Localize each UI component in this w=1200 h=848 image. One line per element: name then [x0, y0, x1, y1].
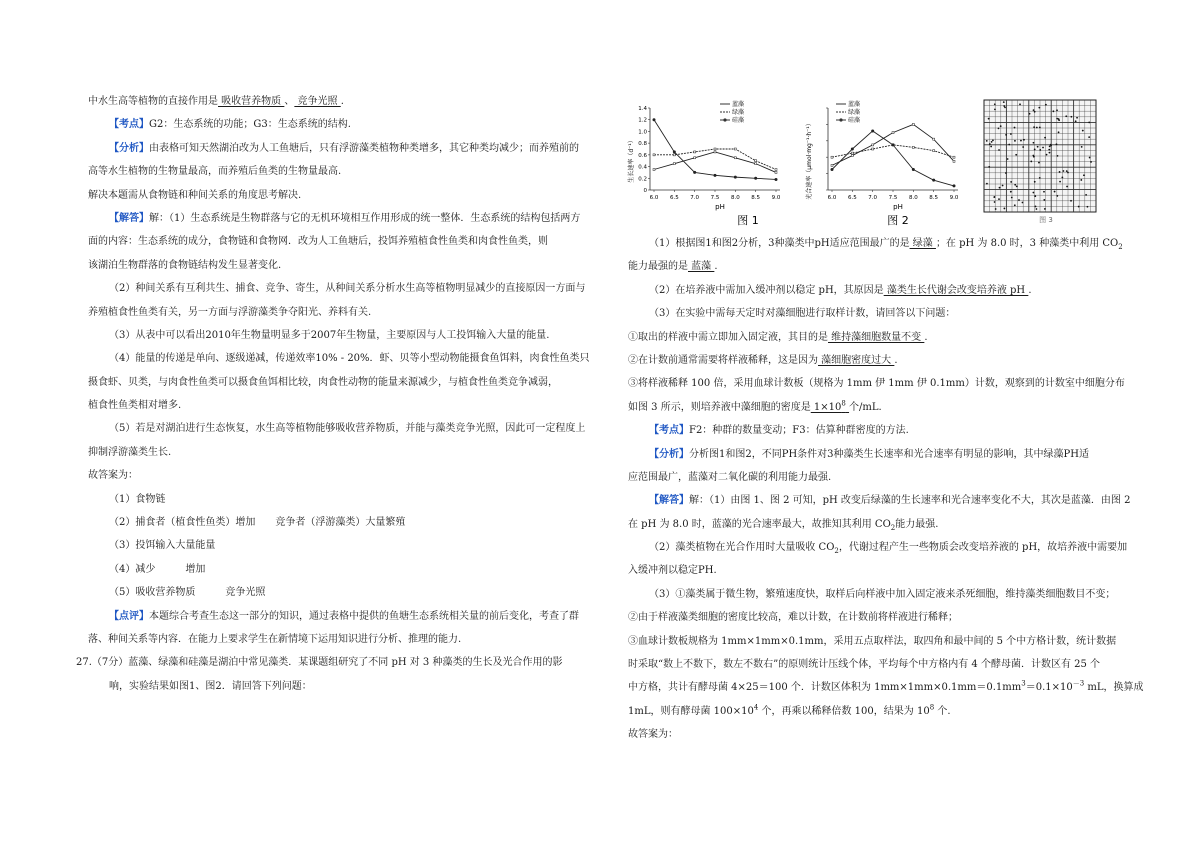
- series-point: [714, 148, 716, 150]
- right-column: [628, 232, 1144, 747]
- text-line: 面的内容：生态系统的成分，食物链和食物网．改为人工鱼塘后，投饵养殖植食性鱼类和肉食性鱼类，则: [88, 236, 548, 248]
- answer-blank: 藻类生长代谢会改变培养液 pH: [883, 284, 1029, 296]
- fig3-caption: 图 3: [1039, 216, 1053, 224]
- cell-dot: [1015, 154, 1017, 156]
- text: 分析图1和图2，不同PH条件对3种藻类生长速率和光合速率有明显的影响，其中绿藻PH适: [689, 448, 1089, 460]
- text: ①取出的样液中需立即加入固定液，其目的是: [628, 331, 828, 343]
- r-kaodian-line: [628, 419, 1118, 442]
- cell-dot: [1066, 170, 1068, 172]
- y-tick-label: 1.4: [638, 106, 647, 112]
- fig2-xlabel: pH: [893, 203, 903, 211]
- x-tick-label: 6.5: [847, 195, 857, 201]
- cell-dot: [1082, 130, 1084, 132]
- x-tick-label: 7.0: [868, 195, 878, 201]
- cell-dot: [1050, 144, 1052, 146]
- cell-dot: [1049, 152, 1051, 154]
- series-point: [831, 164, 833, 166]
- series-point: [734, 157, 736, 159]
- series-point: [912, 146, 914, 148]
- section-tag: 【解答】: [109, 212, 149, 224]
- text: .: [340, 96, 344, 107]
- cell-dot: [1004, 208, 1006, 210]
- text: 1×10: [810, 401, 842, 413]
- text: 个，再乘以稀释倍数 100，结果为 10: [758, 705, 930, 717]
- cell-dot: [1016, 185, 1018, 187]
- text-line: （3）从表中可以看出2010年生物量明显多于2007年生物量，主要原因与人工投饵输入大量的能量.: [109, 329, 550, 341]
- cell-dot: [1011, 197, 1013, 199]
- cell-dot: [1087, 206, 1089, 208]
- x-tick-label: 6.0: [649, 195, 659, 201]
- text: ，代谢过程产生一些物质会改变培养液的 pH，故培养液中需要加: [838, 542, 1128, 554]
- cell-dot: [1038, 162, 1040, 164]
- cell-dot: [1056, 195, 1058, 197]
- legend-lvzao: 绿藻: [848, 109, 861, 116]
- cell-dot: [1043, 199, 1045, 201]
- r-line-14: [628, 536, 1128, 559]
- cell-dot: [1056, 143, 1058, 145]
- cell-dot: [1057, 155, 1059, 157]
- line-answer-fill: [88, 90, 590, 113]
- cell-dot: [988, 166, 990, 168]
- cell-dot: [995, 208, 997, 210]
- series-point: [693, 171, 696, 174]
- text: 个/mL.: [849, 401, 882, 413]
- cell-dot: [1045, 104, 1047, 106]
- x-tick-label: 7.5: [710, 195, 720, 201]
- section-tag: 【分析】: [109, 142, 149, 154]
- cell-dot: [998, 127, 1000, 129]
- question-27-line-1: [76, 651, 590, 674]
- subscript: 2: [1118, 243, 1123, 251]
- series-point: [653, 118, 656, 121]
- series-point: [851, 148, 854, 151]
- cell-dot: [1070, 200, 1072, 202]
- series-point: [851, 152, 853, 154]
- cell-dot: [1032, 192, 1034, 194]
- r-line-7: ③将样液稀释 100 倍，采用血球计数板（规格为 1mm 伊 1mm 伊 0.1mm）计数，观察到的计数室中细胞分布: [628, 378, 1125, 390]
- series-point: [871, 129, 874, 132]
- r-jieda-line: [628, 489, 1131, 512]
- dianping-line: [88, 605, 590, 628]
- text: .: [924, 331, 928, 343]
- cell-dot: [1003, 101, 1005, 103]
- cell-dot: [1081, 146, 1083, 148]
- subscript: 2: [834, 547, 839, 556]
- section-tag: 【解答】: [649, 495, 689, 507]
- r-line-5: [628, 326, 1118, 349]
- text: （1）根据图1和图2分析，3种藻类中pH适应范围最广的是: [649, 238, 910, 249]
- cell-dot: [1003, 105, 1005, 107]
- superscript: 8: [841, 399, 846, 408]
- answer-blank: 蓝藻: [688, 261, 715, 273]
- cell-dot: [1018, 199, 1020, 201]
- cell-dot: [986, 183, 988, 185]
- cell-dot: [1036, 127, 1038, 129]
- text-line: 高等水生植物的生物量最高，而养殖后鱼类的生物量最高.: [88, 166, 342, 178]
- text: F2：种群的数量变动；F3：估算种群密度的方法.: [689, 425, 909, 437]
- cell-dot: [1022, 202, 1024, 204]
- y-tick-label: 1.2: [638, 117, 647, 124]
- series-point: [694, 157, 696, 159]
- cell-dot: [1029, 113, 1031, 115]
- answer-blank: 竞争光照: [294, 96, 341, 107]
- cell-dot: [998, 149, 1000, 151]
- cell-dot: [1034, 149, 1036, 151]
- cell-dot: [1039, 149, 1041, 151]
- series-point: [673, 150, 676, 153]
- series-point: [653, 154, 655, 156]
- section-tag: 【分析】: [649, 448, 689, 460]
- x-tick-label: 8.0: [730, 195, 740, 201]
- r-line-19: 时采取“数上不数下，数左不数右”的原则统计压线个体，平均每个中方格内有 4 个酵母菌．计数区有 25 个: [628, 659, 1101, 671]
- series-point: [673, 154, 675, 156]
- y-tick-label: 0.4: [638, 164, 647, 171]
- series-point: [775, 178, 778, 181]
- text: ＝0.1×10: [1025, 682, 1073, 694]
- text-line: （5）吸收营养物质 竞争光照: [109, 587, 266, 599]
- cell-dot: [1078, 206, 1080, 208]
- r-line-2: [628, 255, 1118, 278]
- cell-dot: [1066, 186, 1068, 188]
- answer-blank: 吸收营养物质: [218, 96, 285, 107]
- r-line-22: 故答案为：: [628, 729, 678, 741]
- r-line-3: [628, 279, 1118, 302]
- cell-dot: [1033, 126, 1035, 128]
- text-line: （5）若是对湖泊进行生态恢复，水生高等植物能够吸收营养物质，并能与藻类竞争光照，因此可一定程度上: [109, 423, 586, 435]
- fig1-ylabel: 生长速率（d⁻¹）: [628, 137, 635, 183]
- cell-dot: [1000, 125, 1002, 127]
- text: 如图 3 所示，则培养液中藻细胞的密度是: [628, 401, 811, 413]
- cell-dot: [1044, 137, 1046, 139]
- series-point: [892, 132, 894, 134]
- x-tick-label: 9.0: [949, 195, 959, 201]
- question-number: 27.: [76, 657, 92, 669]
- y-tick-label: 0.2: [638, 176, 647, 183]
- cell-dot: [1085, 194, 1087, 196]
- cell-dot: [1033, 142, 1035, 144]
- series-point: [754, 177, 757, 180]
- text: 解：（1）由图 1、图 2 可知，pH 改变后绿藻的生长速率和光合速率变化不大，其次是蓝藻．由图 2: [689, 495, 1131, 507]
- y-tick-label: 0.8: [638, 141, 647, 148]
- series-point: [953, 160, 955, 162]
- cell-dot: [994, 108, 996, 110]
- series-point: [714, 174, 717, 177]
- cell-dot: [1034, 111, 1036, 113]
- text: 、: [284, 96, 295, 107]
- cell-dot: [1005, 134, 1007, 136]
- legend-guizao: 硅藻: [732, 117, 745, 124]
- fig1-xlabel: pH: [715, 203, 725, 211]
- cell-dot: [994, 103, 996, 105]
- cell-dot: [1010, 133, 1012, 135]
- cell-dot: [1033, 109, 1035, 111]
- cell-dot: [1056, 109, 1058, 111]
- cell-dot: [1023, 139, 1025, 141]
- text: .: [1028, 284, 1032, 296]
- text: 1mL，则有酵母菌 100×10: [628, 705, 754, 717]
- series-point: [673, 163, 675, 165]
- fig1-legend: [720, 100, 744, 124]
- figures-row: [628, 98, 1118, 230]
- figure-3-counting-grid: [980, 98, 1118, 230]
- cell-dot: [1042, 147, 1044, 149]
- fig1-caption: 图 1: [737, 214, 759, 227]
- series-point: [714, 151, 716, 153]
- cell-dot: [1037, 146, 1039, 148]
- y-tick-label: 0: [643, 188, 647, 194]
- fig2-ylabel: 光合速率（μmol·mg⁻¹·h⁻¹）: [806, 120, 813, 200]
- cell-dot: [992, 140, 994, 142]
- legend-lanzao: 蓝藻: [732, 101, 745, 108]
- cell-dot: [1014, 204, 1016, 206]
- x-tick-label: 8.5: [929, 195, 939, 201]
- cell-dot: [991, 141, 993, 143]
- r-line-18: ③血球计数板规格为 1mm×1mm×0.1mm，采用五点取样法，取四角和最中间的 5 个中方格计数，统计数据: [628, 635, 1117, 647]
- x-tick-label: 6.0: [827, 195, 837, 201]
- text-line: 解决本题需从食物链和种间关系的角度思考解决.: [88, 189, 302, 201]
- cell-dot: [1054, 191, 1056, 193]
- figure-1: [628, 98, 798, 234]
- series-point: [953, 156, 955, 158]
- cell-dot: [1088, 122, 1090, 124]
- series-point: [851, 155, 853, 157]
- cell-dot: [994, 201, 996, 203]
- cell-dot: [988, 118, 990, 120]
- cell-dot: [1056, 118, 1058, 120]
- cell-dot: [1035, 206, 1037, 208]
- text: 中方格，共计有酵母菌 4×25＝100 个．计数区体积为 1mm×1mm×0.1mm＝0.1mm: [628, 682, 1022, 694]
- figure-2: [806, 98, 976, 234]
- series-point: [831, 168, 834, 171]
- text-line: 抑制浮游藻类生长.: [88, 446, 172, 458]
- cell-dot: [1048, 149, 1050, 151]
- x-tick-label: 7.5: [888, 195, 898, 201]
- x-tick-label: 8.0: [908, 195, 918, 201]
- text: G2：生态系统的功能；G3：生态系统的结构.: [149, 119, 351, 131]
- series-point: [734, 176, 737, 179]
- jieda-line: [88, 207, 590, 230]
- cell-dot: [1039, 177, 1041, 179]
- cell-dot: [1063, 170, 1065, 172]
- cell-dot: [1059, 181, 1061, 183]
- answer-blank: 绿藻: [909, 238, 936, 249]
- text: 中水生高等植物的直接作用是: [88, 96, 218, 107]
- cell-dot: [1007, 158, 1009, 160]
- text: 个.: [934, 705, 951, 717]
- cell-dot: [1030, 161, 1032, 163]
- cell-dot: [1010, 191, 1012, 193]
- text-line: 摄食虾、贝类，与肉食性鱼类可以摄食鱼饵相比较，肉食性动物的能量来源减少，与植食性鱼类竞争减弱，: [88, 376, 558, 388]
- series-line-3: [832, 131, 954, 186]
- series-point: [755, 163, 757, 165]
- text-line: （4）减少 增加: [109, 563, 206, 575]
- cell-dot: [1070, 116, 1072, 118]
- text-line: 植食性鱼类相对增多.: [88, 400, 182, 412]
- cell-dot: [1034, 181, 1036, 183]
- text: .: [894, 354, 898, 366]
- series-point: [912, 168, 915, 171]
- cell-dot: [998, 198, 1000, 200]
- x-tick-label: 9.0: [771, 195, 781, 201]
- r-line-6: [628, 349, 1118, 372]
- series-point: [755, 160, 757, 162]
- fig2-legend: [836, 100, 860, 124]
- x-tick-label: 7.0: [690, 195, 700, 201]
- r-line-21: [628, 700, 1118, 723]
- series-point: [694, 151, 696, 153]
- r-line-16: （3）①藻类属于微生物，繁殖速度快，取样后向样液中加入固定液来杀死细胞，维持藻类细胞数目不变；: [649, 588, 1116, 600]
- text: 能力最强的是: [628, 261, 688, 273]
- fig2-caption: 图 2: [887, 214, 909, 227]
- cell-dot: [1002, 185, 1004, 187]
- cell-dot: [1043, 191, 1045, 193]
- figure-2-chart: [806, 98, 976, 230]
- cell-dot: [1058, 131, 1060, 133]
- cell-dot: [1005, 172, 1007, 174]
- text-line: 该湖泊生物群落的食物链结构发生显著变化.: [88, 259, 282, 271]
- text-line: （2）种间关系有互利共生、捕食、竞争、寄生，从种间关系分析水生高等植物明显减少的直接原因一方面与: [109, 283, 586, 295]
- section-tag: 【考点】: [109, 119, 149, 131]
- legend-lvzao: 绿藻: [732, 109, 745, 116]
- series-point: [932, 179, 935, 182]
- text: 能力最强.: [895, 518, 939, 530]
- x-tick-label: 8.5: [751, 195, 761, 201]
- text: mL，换算成: [1084, 682, 1144, 694]
- text: （2）藻类植物在光合作用时大量吸收 CO: [649, 542, 835, 554]
- y-tick-label: 1.0: [638, 129, 647, 136]
- cell-dot: [986, 140, 988, 142]
- y-tick-label: 0.6: [638, 152, 647, 159]
- series-point: [831, 156, 833, 158]
- cell-dot: [1076, 117, 1078, 119]
- answer-blank: 维持藻细胞数量不变: [828, 331, 925, 343]
- text: ②在计数前通常需要将样液稀释，这是因为: [628, 354, 818, 366]
- cell-dot: [1020, 140, 1022, 142]
- cell-dot: [1008, 144, 1010, 146]
- series-point: [933, 150, 935, 152]
- answer-blank: 藻细胞密度过大: [818, 354, 895, 366]
- text: 由表格可知天然湖泊改为人工鱼塘后，只有浮游藻类植物种类增多，其它种类均减少；而养殖前的: [149, 142, 579, 154]
- cell-dot: [1052, 110, 1054, 112]
- cell-dot: [1044, 208, 1046, 210]
- cell-dot: [1036, 208, 1038, 210]
- legend-lanzao: 蓝藻: [848, 101, 861, 108]
- cell-dot: [993, 196, 995, 198]
- cell-dot: [1014, 184, 1016, 186]
- series-point: [872, 144, 874, 146]
- left-column: [76, 90, 590, 698]
- cell-dot: [1061, 176, 1063, 178]
- superscript: 4: [753, 703, 759, 712]
- cell-dot: [1049, 145, 1051, 147]
- cell-dot: [989, 143, 991, 145]
- series-point: [775, 171, 777, 173]
- r-line-15: 入缓冲剂以稳定PH.: [628, 565, 717, 577]
- legend-guizao: 硅藻: [848, 117, 861, 124]
- text: .: [714, 261, 718, 273]
- text: （2）在培养液中需加入缓冲剂以稳定 pH，其原因是: [649, 284, 884, 296]
- series-point: [953, 184, 956, 187]
- series-point: [892, 143, 895, 146]
- r-line-20: [628, 676, 1144, 699]
- cell-dot: [1083, 174, 1085, 176]
- cell-dot: [1075, 120, 1077, 122]
- kaodian-line: [88, 113, 590, 136]
- text-line: （2）捕食者（植食性鱼类）增加 竞争者（浮游藻类）大量繁殖: [109, 517, 406, 529]
- figure-1-chart: [628, 98, 798, 230]
- text-line: （1）食物链: [109, 493, 166, 505]
- text: ；在 pH 为 8.0 时，3 种藻类中利用 CO: [935, 238, 1119, 249]
- subscript: 2: [890, 523, 896, 532]
- section-tag: 【点评】: [109, 610, 149, 622]
- figure-3: [980, 98, 1118, 234]
- cell-dot: [999, 187, 1001, 189]
- series-point: [734, 148, 736, 150]
- text: 在 pH 为 8.0 时，蓝藻的光合速率最大，故推知其利用 CO: [628, 518, 891, 530]
- r-line-4: （3）在实验中需每天定时对藻细胞进行取样计数，请回答以下问题：: [649, 308, 956, 320]
- r-line-8: [628, 396, 1118, 419]
- cell-dot: [1059, 171, 1061, 173]
- text-line: 养殖植食性鱼类有关，另一方面与浮游藻类争夺阳光、养料有关.: [88, 306, 372, 318]
- text: 解：（1）生态系统是生物群落与它的无机环境相互作用形成的统一整体．生态系统的结构包括两方: [149, 212, 581, 224]
- text: 本题综合考查生态这一部分的知识，通过表格中提供的鱼塘生态系统相关量的前后变化，考查了群: [149, 610, 579, 622]
- fenxi-line: [88, 137, 590, 160]
- series-point: [912, 123, 914, 125]
- cell-dot: [1080, 179, 1082, 181]
- text-line: （3）投饵输入大量能量: [109, 540, 216, 552]
- cell-dot: [1014, 140, 1016, 142]
- cell-dot: [1022, 146, 1024, 148]
- cell-dot: [1065, 115, 1067, 117]
- r-line-13: [628, 513, 1118, 536]
- r-line-17: ②由于样液藻类细胞的密度比较高，难以计数，在计数前将样液进行稀释；: [628, 612, 958, 624]
- text-line: （4）能量的传递是单向、逐级递减，传递效率10% - 20%．虾、贝等小型动物能摄食鱼饵料，肉食性鱼类只: [109, 353, 590, 365]
- cell-dot: [1067, 172, 1069, 174]
- cell-dot: [990, 146, 992, 148]
- cell-dot: [1088, 136, 1090, 138]
- text: （7分）蓝藻、绿藻和硅藻是湖泊中常见藻类．某课题组研究了不同 pH 对 3 种藻类的生长及光合作用的影: [91, 657, 563, 669]
- cell-dot: [1090, 161, 1092, 163]
- superscript: －3: [1072, 680, 1085, 689]
- cell-dot: [1058, 119, 1060, 121]
- section-tag: 【考点】: [649, 425, 689, 437]
- superscript: 3: [1021, 680, 1026, 689]
- cell-dot: [1032, 155, 1034, 157]
- cell-dot: [1046, 154, 1048, 156]
- answer-blank: [810, 399, 849, 413]
- text-line: 落、种间关系等内容．在能力上要求学生在新情境下运用知识进行分析、推理的能力.: [88, 633, 462, 645]
- text-line: 故答案为：: [88, 470, 138, 482]
- r-fenxi-line: [628, 443, 1118, 466]
- cell-dot: [1039, 126, 1041, 128]
- cell-dot: [1019, 103, 1021, 105]
- question-27-line-2: 响，实验结果如图1、图2．请回答下列问题：: [109, 680, 312, 692]
- x-tick-label: 6.5: [669, 195, 679, 201]
- series-point: [872, 148, 874, 150]
- cell-dot: [1010, 181, 1012, 183]
- cell-dot: [1014, 127, 1016, 129]
- series-point: [933, 138, 935, 140]
- r-line-1: [628, 232, 1123, 255]
- superscript: 8: [929, 703, 935, 712]
- series-point: [775, 169, 777, 171]
- cell-dot: [1034, 195, 1036, 197]
- r-line-11: 应范围最广，蓝藻对二氧化碳的利用能力最强.: [628, 471, 832, 483]
- cell-dot: [1038, 107, 1040, 109]
- cell-dot: [1089, 157, 1091, 159]
- series-point: [653, 169, 655, 171]
